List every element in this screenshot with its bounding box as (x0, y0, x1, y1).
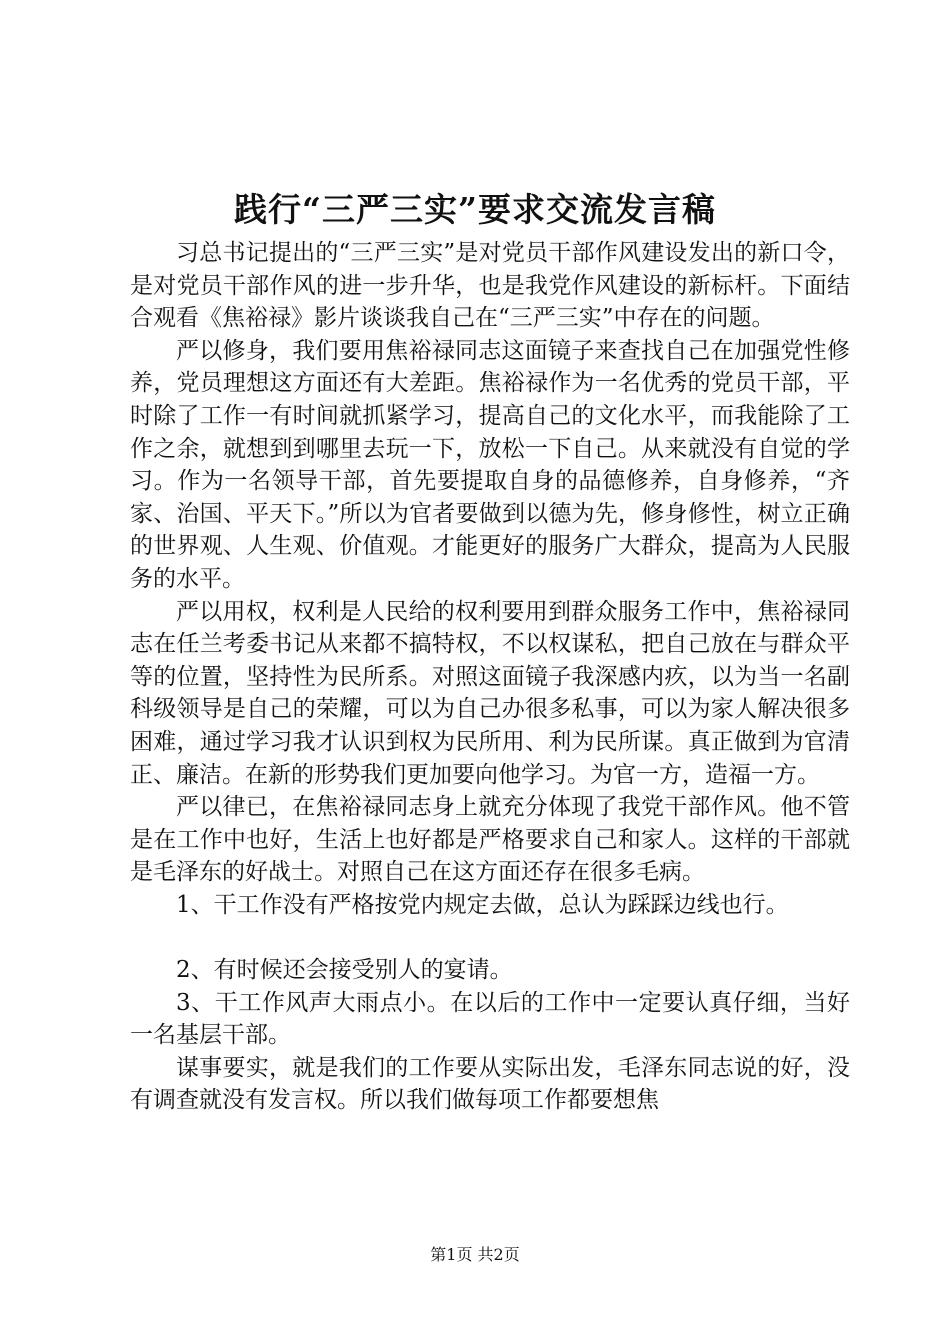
paragraph-self-discipline: 严以律已，在焦裕禄同志身上就充分体现了我党干部作风。他不管是在工作中也好，生活上也好都是严格要求自己和家人。这样的干部就是毛泽东的好战士。对照自己在这方面还存在很多毛病。 (130, 794, 850, 886)
list-item-3: 3、干工作风声大雨点小。在以后的工作中一定要认真仔细，当好一名基层干部。 (130, 989, 850, 1049)
paragraph-use-of-power: 严以用权，权利是人民给的权利要用到群众服务工作中，焦裕禄同志在任兰考委书记从来都不搞特权，不以权谋私，把自己放在与群众平等的位置，坚持性为民所系。对照这面镜子我深感内疚，以为当一名副科级领导是自己的荣耀，可以为自己办很多私事，可以为家人解决很多困难，通过学习我才认识到权为民所用、利为民所谋。真正做到为官清正、廉洁。在新的形势我们更加要向他学习。为官一方，造福一方。 (130, 598, 850, 788)
paragraph-intro: 习总书记提出的“三严三实”是对党员干部作风建设发出的新口令，是对党员干部作风的进一步升华，也是我党作风建设的新标杆。下面结合观看《焦裕禄》影片谈谈我自己在“三严三实”中存在的问题。 (130, 240, 850, 332)
list-item-1: 1、干工作没有严格按党内规定去做，总认为踩踩边线也行。 (176, 891, 789, 918)
document-title: 践行“三严三实”要求交流发言稿 (234, 190, 716, 229)
paragraph-practical-planning: 谋事要实，就是我们的工作要从实际出发，毛泽东同志说的好，没有调查就没有发言权。所以我们做每项工作都要想焦 (130, 1054, 850, 1114)
document-body (130, 237, 850, 1117)
paragraph-self-cultivation: 严以修身，我们要用焦裕禄同志这面镜子来查找自己在加强党性修养，党员理想这方面还有大差距。焦裕禄作为一名优秀的党员干部，平时除了工作一有时间就抓紧学习，提高自己的文化水平，而我能除了工作之余，就想到到哪里去玩一下，放松一下自己。从来就没有自觉的学习。作为一名领导干部，首先要提取自身的品德修养，自身修养，“齐家、治国、平天下。”所以为官者要做到以德为先，修身修性，树立正确的世界观、人生观、价值观。才能更好的服务广大群众，提高为人民服务的水平。 (130, 337, 850, 592)
page-footer: 第1页 共2页 (430, 1245, 520, 1264)
list-item-2: 2、有时候还会接受别人的宴请。 (176, 957, 513, 984)
